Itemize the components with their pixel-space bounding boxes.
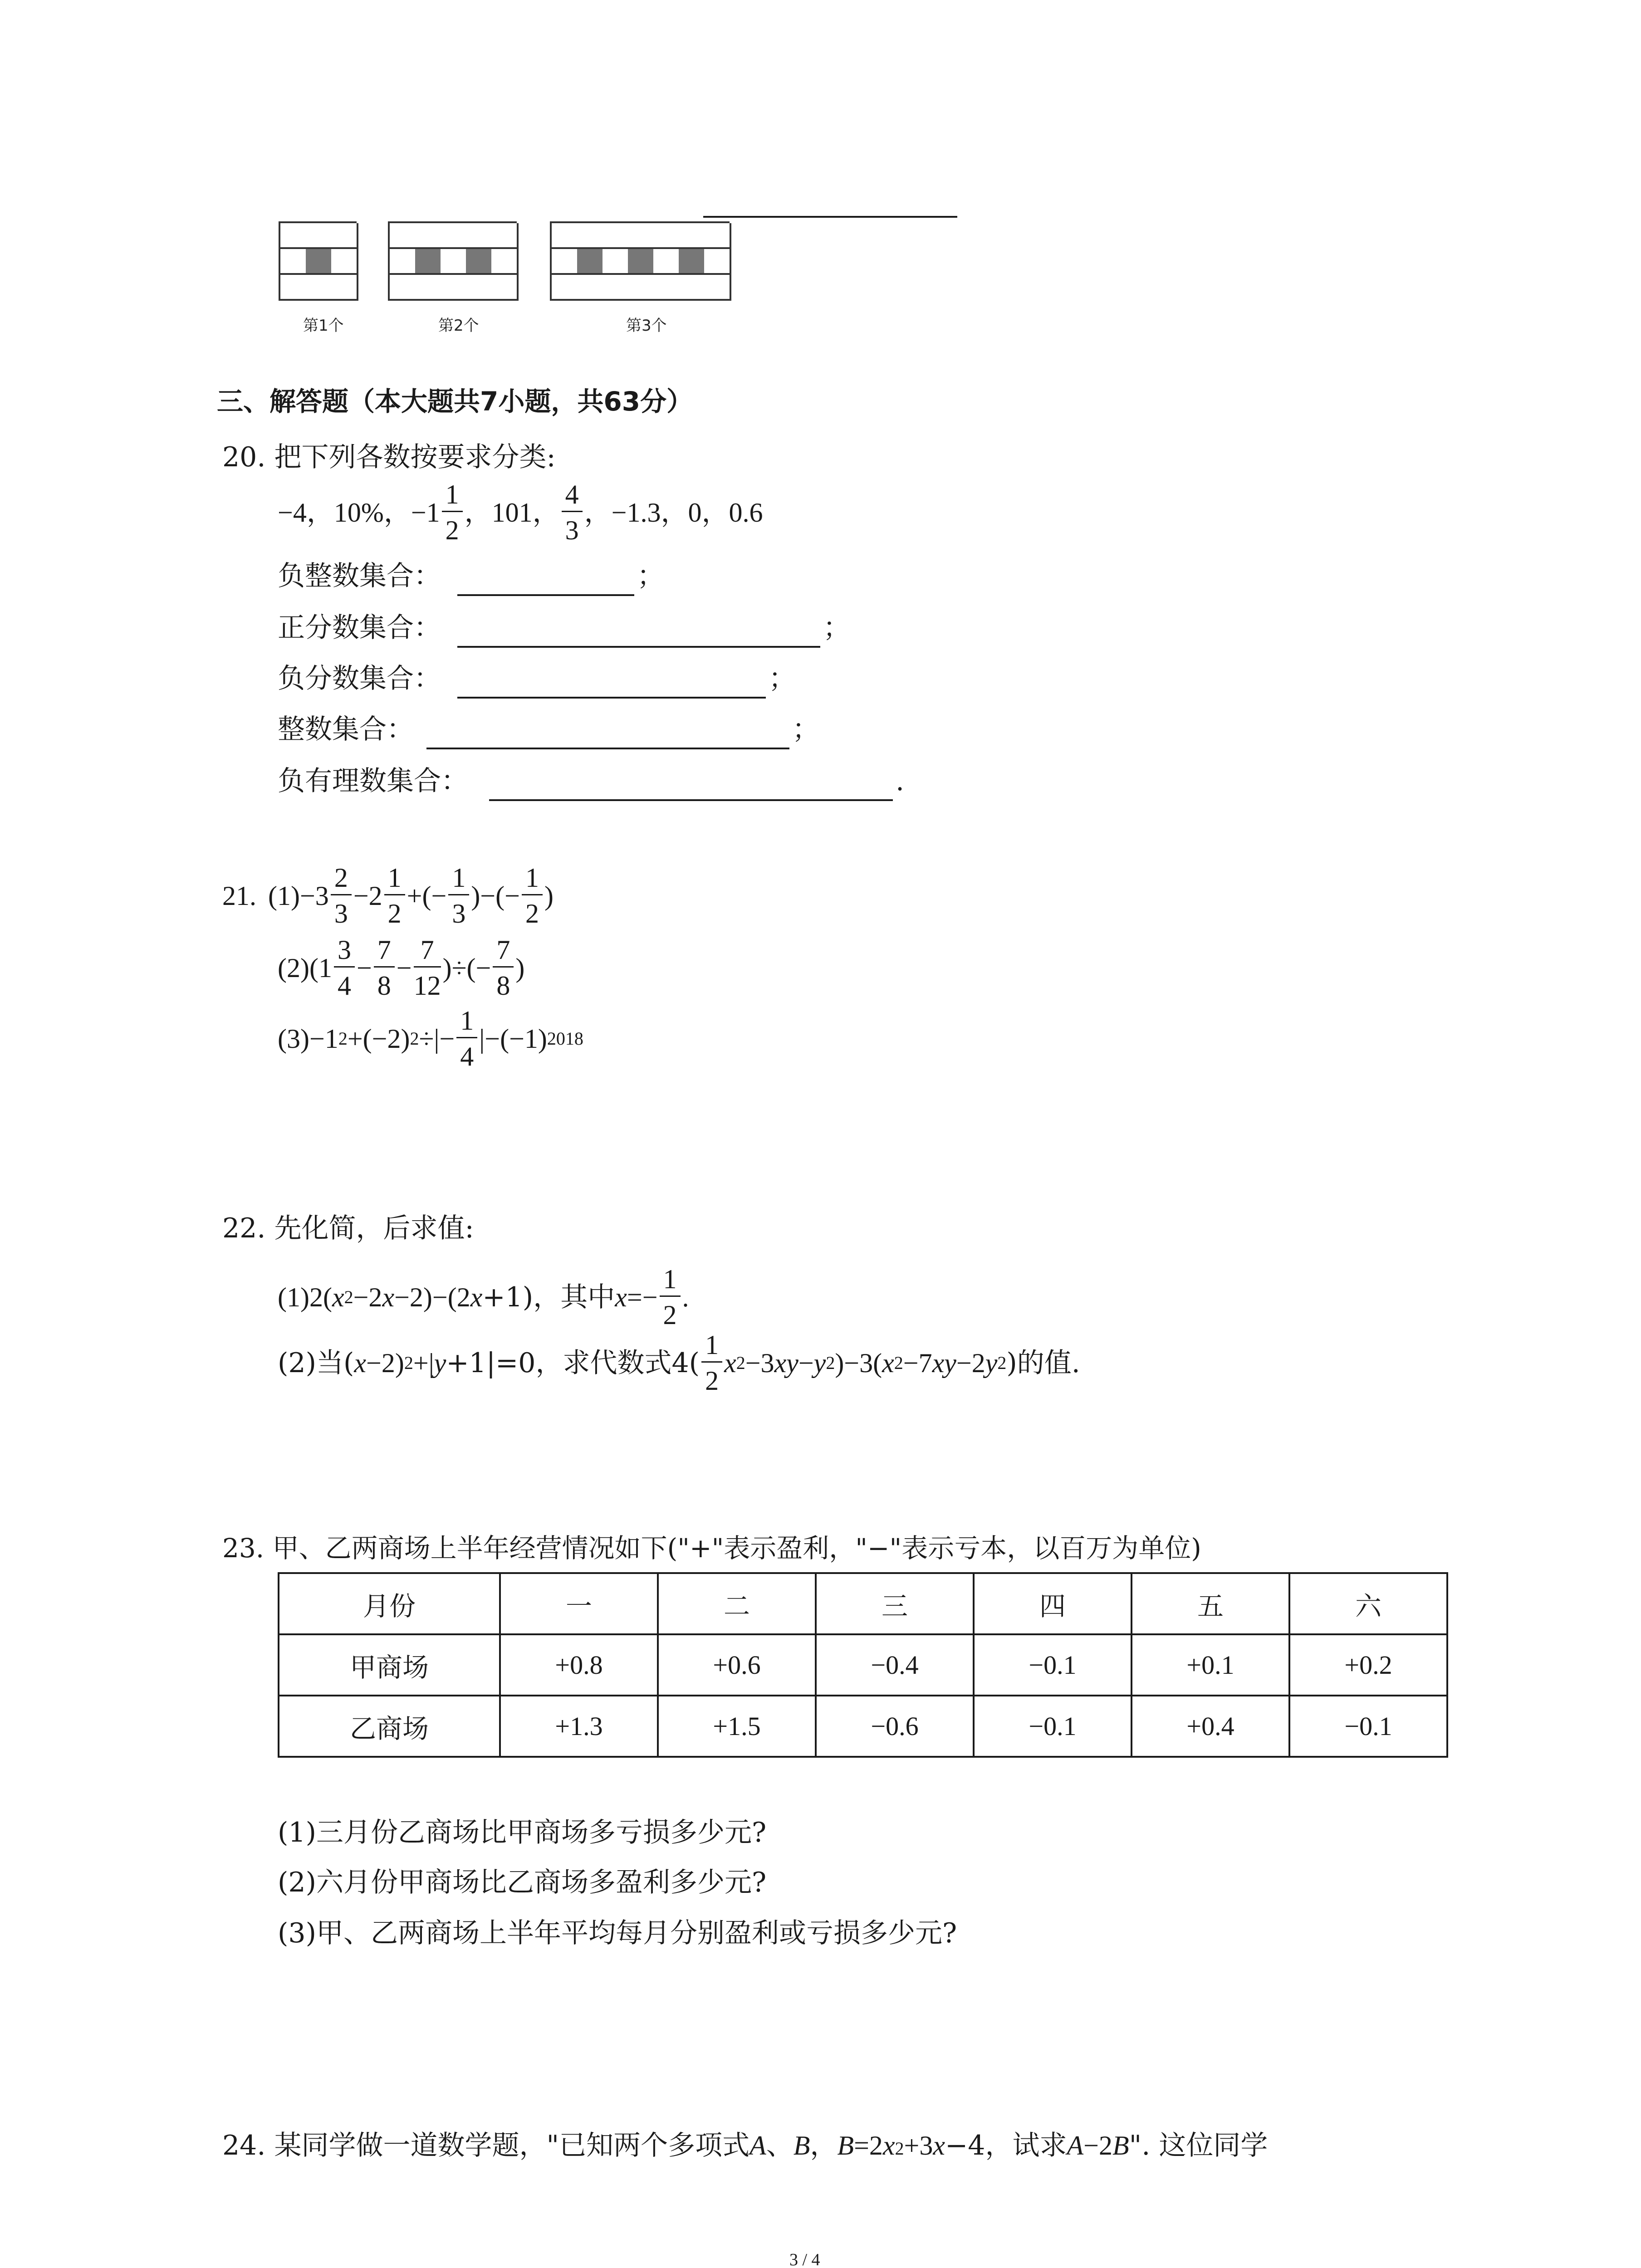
table-cell: +0.2 (1289, 1634, 1447, 1696)
answer-blank-line (703, 216, 957, 218)
q23-sub1: (1)三月份乙商场比甲商场多亏损多少元? (278, 1817, 767, 1848)
q23-table (278, 1572, 1448, 1758)
table-cell: −0.1 (974, 1696, 1132, 1757)
q21-part3: (3)−1 2 +(−2) 2 ÷|− $\frac{1}{4}$ |−(−1) 2018 (278, 1006, 583, 1071)
q23-stem: 23. 甲、乙两商场上半年经营情况如下("+"表示盈利，"−"表示亏本，以百万为单位) (222, 1533, 1201, 1564)
table-cell: +0.8 (500, 1634, 658, 1696)
answer-line-positive-fractions[interactable] (457, 646, 820, 648)
q22-part2: (2)当( x −2) 2 +| y +1|=0，求代数式4( $\frac{1}{2}$ x 2 −3 xy − y 2 )−3( x 2 −7 xy −2 y 2 )的值. (278, 1330, 1080, 1396)
set-end-5: . (896, 765, 905, 797)
figure-caption-1: 第1个 (303, 317, 344, 335)
pattern-grid-2 (388, 221, 517, 301)
table-cell: +0.4 (1132, 1696, 1289, 1757)
table-header-cell: 一 (500, 1573, 658, 1634)
table-cell: −0.6 (816, 1696, 974, 1757)
figure-caption-3: 第3个 (626, 317, 667, 335)
table-header-row (279, 1573, 1447, 1634)
table-cell: +0.6 (658, 1634, 816, 1696)
q23-sub2: (2)六月份甲商场比乙商场多盈利多少元? (278, 1867, 767, 1898)
table-cell: +1.3 (500, 1696, 658, 1757)
q23-sub3: (3)甲、乙两商场上半年平均每月分别盈利或亏损多少元? (278, 1917, 957, 1949)
table-header-cell: 月份 (279, 1573, 500, 1634)
section-heading: 三、解答题（本大题共7小题，共63分） (217, 386, 693, 417)
answer-line-integers[interactable] (426, 748, 789, 749)
set-label-integers: 整数集合： (278, 714, 414, 745)
q21-part2: (2)(1 $\frac{3}{4}$ − $\frac{7}{8}$ − $\frac{7}{12}$ )÷(− $\frac{7}{8}$ ) (278, 935, 525, 1001)
pattern-grid-3 (550, 221, 730, 301)
answer-line-negative-fractions[interactable] (457, 697, 766, 699)
table-header-cell: 三 (816, 1573, 974, 1634)
set-end-4: ； (792, 714, 819, 745)
set-label-negative-rationals: 负有理数集合： (278, 765, 468, 797)
set-label-negative-fractions: 负分数集合： (278, 663, 441, 694)
set-label-negative-integers: 负整数集合： (278, 560, 441, 592)
q20-stem: 20. 把下列各数按要求分类: (222, 441, 556, 473)
table-header-cell: 四 (974, 1573, 1132, 1634)
page-number: 3 / 4 (789, 2250, 820, 2268)
set-label-positive-fractions: 正分数集合： (278, 612, 441, 644)
set-end-3: ； (769, 663, 796, 694)
set-end-2: ； (823, 612, 850, 644)
answer-line-negative-integers[interactable] (457, 594, 634, 596)
table-header-cell: 五 (1132, 1573, 1289, 1634)
table-cell: 乙商场 (279, 1696, 500, 1757)
q22-stem: 22. 先化简，后求值: (222, 1212, 474, 1244)
q20-numbers: −4，10%，−1 $\frac{1}{2}$ ，101， $\frac{4}{3}$ ，−1.3，0，0.6 (278, 479, 763, 545)
table-cell: −0.1 (1289, 1696, 1447, 1757)
table-cell: 甲商场 (279, 1634, 500, 1696)
answer-line-negative-rationals[interactable] (489, 799, 893, 801)
figure-caption-2: 第2个 (438, 317, 479, 335)
table-cell: +1.5 (658, 1696, 816, 1757)
set-end-1: ； (637, 560, 664, 592)
table-row (279, 1696, 1447, 1757)
q24-stem: 24. 某同学做一道数学题，"已知两个多项式 A 、 B ， B =2 x 2 +3 x −4，试求 A −2 B ". 这位同学 (222, 2130, 1268, 2161)
table-row (279, 1634, 1447, 1696)
table-cell: +0.1 (1132, 1634, 1289, 1696)
table-cell: −0.1 (974, 1634, 1132, 1696)
q22-part1: (1)2( x 2 −2 x −2)−(2 x +1)，其中 x =− $\frac{1}{2}$ . (278, 1264, 689, 1330)
pattern-grid-1 (279, 221, 357, 301)
table-cell: −0.4 (816, 1634, 974, 1696)
table-header-cell: 六 (1289, 1573, 1447, 1634)
table-header-cell: 二 (658, 1573, 816, 1634)
q21-part1: 21. (1)−3 $\frac{2}{3}$ −2 $\frac{1}{2}$ +(− $\frac{1}{3}$ )−(− $\frac{1}{2}$ ) (222, 863, 554, 929)
